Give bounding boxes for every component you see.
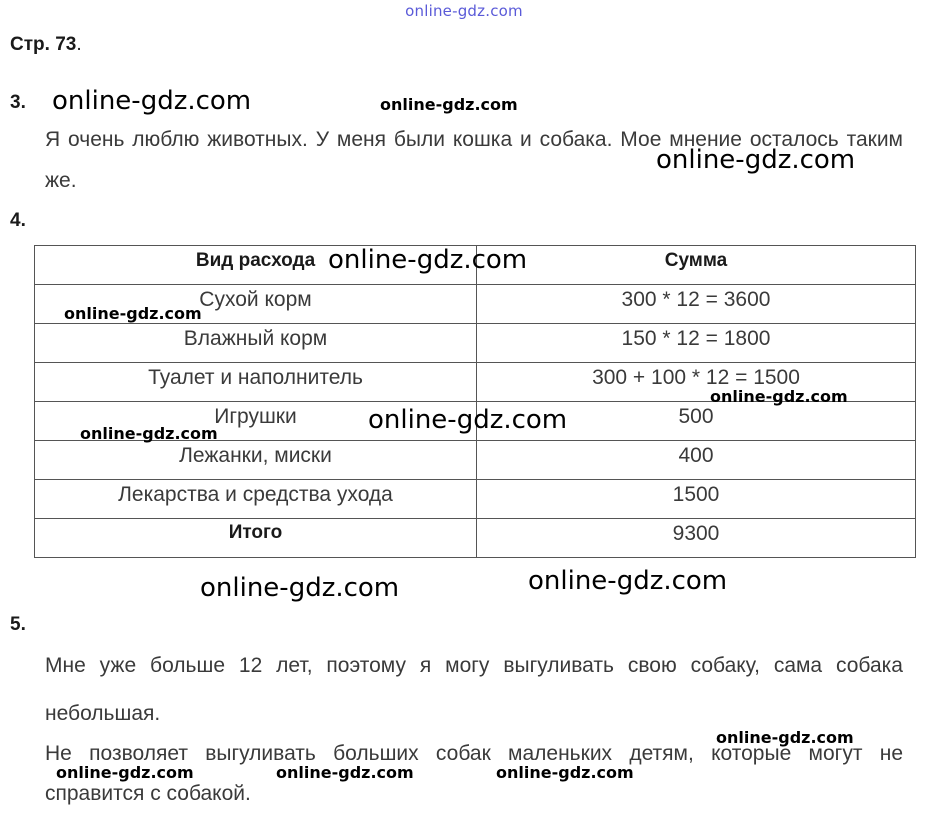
table-total-row <box>35 519 916 558</box>
header-amount: Сумма <box>477 246 916 285</box>
expense-type-cell: Лекарства и средства ухода <box>35 480 477 519</box>
table-row <box>35 441 916 480</box>
watermark: online-gdz.com <box>528 566 728 596</box>
amount-cell: 150 * 12 = 1800 <box>477 324 916 363</box>
watermark: online-gdz.com <box>368 405 568 435</box>
amount-cell: 300 * 12 = 3600 <box>477 285 916 324</box>
table-row <box>35 324 916 363</box>
watermark: online-gdz.com <box>80 424 218 443</box>
expense-type-cell: Лежанки, миски <box>35 441 477 480</box>
task-4-number: 4. <box>10 210 26 231</box>
task-5-paragraph-2: Не позволяет выгуливать больших собак маленьких детям, которые могут не справится с собакой. <box>45 742 903 805</box>
table-row <box>35 480 916 519</box>
expense-type-cell: Сухой корм <box>35 285 477 324</box>
amount-cell: 300 + 100 * 12 = 1500 <box>477 363 916 402</box>
watermark: online-gdz.com <box>56 763 194 782</box>
task-5-paragraph-1: Мне уже больше 12 лет, поэтому я могу выгуливать свою собаку, сама собака небольшая. <box>45 654 903 725</box>
watermark: online-gdz.com <box>328 245 528 275</box>
watermark: online-gdz.com <box>52 86 252 116</box>
header-expense-type: Вид расхода <box>35 246 477 285</box>
top-watermark: online-gdz.com <box>405 2 523 20</box>
watermark: online-gdz.com <box>380 95 518 114</box>
expense-type-cell: Туалет и наполнитель <box>35 363 477 402</box>
expense-type-cell: Влажный корм <box>35 324 477 363</box>
watermark: online-gdz.com <box>710 387 848 406</box>
watermark: online-gdz.com <box>716 728 854 747</box>
task-5-number: 5. <box>10 614 26 635</box>
amount-cell: 400 <box>477 441 916 480</box>
page-label: Стр. 73. <box>10 34 82 55</box>
watermark: online-gdz.com <box>64 304 202 323</box>
amount-cell: 1500 <box>477 480 916 519</box>
total-label-cell: Итого <box>35 519 477 558</box>
task-3-text: Я очень люблю животных. У меня были кошка и собака. Мое мнение осталось таким же. <box>45 128 903 192</box>
watermark: online-gdz.com <box>656 145 856 175</box>
task-3-number: 3. <box>10 92 26 113</box>
amount-cell: 500 <box>477 402 916 441</box>
watermark: online-gdz.com <box>496 763 634 782</box>
expense-type-cell: Игрушки <box>35 402 477 441</box>
total-value-cell: 9300 <box>477 519 916 558</box>
watermark: online-gdz.com <box>200 573 400 603</box>
watermark: online-gdz.com <box>276 763 414 782</box>
